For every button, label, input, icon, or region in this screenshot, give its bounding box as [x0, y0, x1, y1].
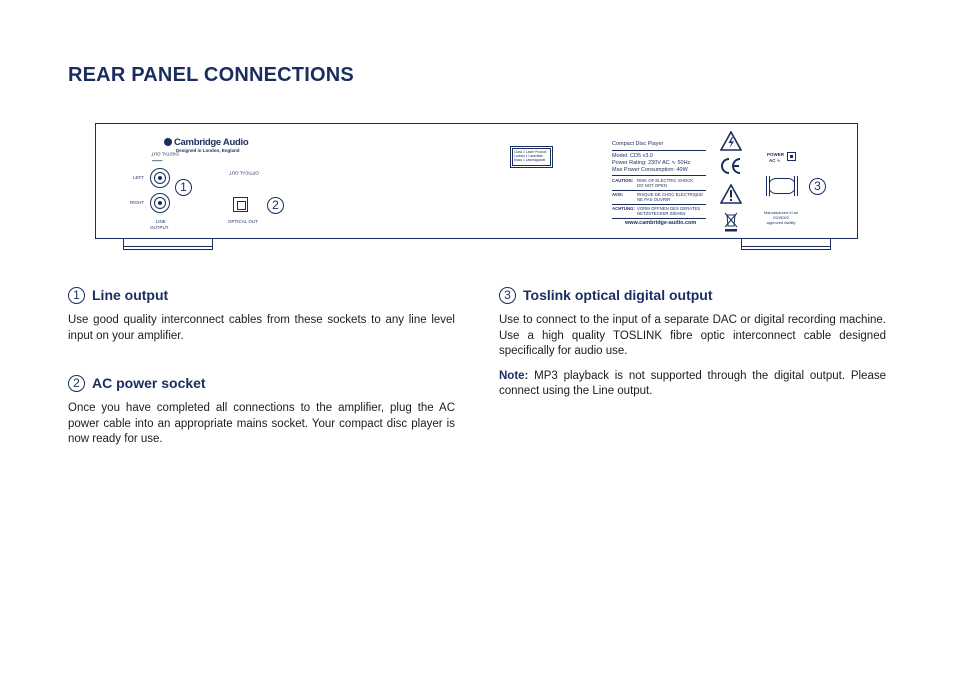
avis-label: AVIS:	[612, 192, 624, 197]
section-number-badge: 3	[499, 287, 516, 304]
section-heading	[499, 286, 886, 304]
line-label: LINE	[155, 219, 166, 224]
ce-mark-icon	[720, 157, 742, 175]
manufactured-line-2: ISO9002	[773, 215, 789, 220]
website-label: www.cambridge-audio.com	[625, 220, 697, 226]
section-title: Line output	[92, 287, 169, 303]
rear-panel-diagram	[95, 123, 858, 239]
power-text: POWER	[767, 152, 785, 157]
spec-model: Model: CD5 v3.0	[612, 153, 653, 159]
left-channel-label: LEFT	[133, 175, 145, 180]
brand-name: Cambridge Audio	[174, 137, 249, 148]
rca-left-socket[interactable]	[150, 168, 170, 188]
section-ac-power	[68, 374, 455, 448]
caution-label: CAUTION:	[612, 178, 634, 183]
laser-line-2: Luokan 1 Laserlaite	[514, 154, 543, 158]
achtung-line-2: NETZSTECKER ZIEHEN	[637, 211, 686, 217]
section-body: Use to connect to the input of a separate DAC or digital recording machine. Use a high quality TOSLINK fibre optic interconnect cable designed specifically for audio use.	[499, 314, 886, 357]
caution-line-2: DO NOT OPEN	[637, 183, 668, 189]
electric-shock-warning-icon	[720, 131, 742, 151]
avis-warning	[612, 192, 703, 202]
power-switch[interactable]	[787, 152, 796, 161]
achtung-line-1: VORM OFFNEN DES GERATES	[637, 206, 701, 211]
callout-2-badge: 2	[267, 197, 284, 214]
page-title: REAR PANEL CONNECTIONS	[68, 64, 354, 86]
achtung-label: ACHTUNG:	[612, 206, 635, 211]
digital-out-mirror-label: DIGITAL OUT	[151, 151, 179, 157]
spec-consumption: Max Power Consumption: 40W	[612, 167, 688, 173]
section-number-badge: 2	[68, 375, 85, 392]
avis-line-2: NE PAS OUVRIR	[637, 197, 671, 203]
ac-power-socket[interactable]	[768, 178, 796, 194]
manufactured-line-3: approved facility	[766, 220, 796, 225]
laser-class-label	[510, 146, 553, 168]
line-output-label	[150, 219, 169, 230]
section-heading	[68, 286, 455, 304]
section-line-output	[68, 286, 455, 344]
section-number-badge: 1	[68, 287, 85, 304]
panel-foot-right	[741, 239, 831, 250]
optical-out-label: OPTICAL OUT	[228, 219, 258, 224]
spec-title: Compact Disc Player	[612, 141, 664, 147]
brand-tagline: Designed in London, England	[176, 148, 240, 153]
section-heading	[68, 374, 455, 392]
ac-text: AC ∿	[769, 157, 781, 163]
rca-right-socket[interactable]	[150, 193, 170, 213]
manufactured-line-1: Manufactured in an	[763, 210, 799, 215]
caution-warning	[612, 178, 693, 188]
spec-power: Power Rating: 230V AC ∿ 50Hz	[612, 160, 691, 166]
line-out-top-label: ▁▁▁	[152, 156, 163, 161]
crossed-bin-icon	[724, 212, 738, 232]
laser-line-1: Class 1 Laser Product	[514, 150, 547, 154]
section-title: Toslink optical digital output	[523, 287, 713, 303]
section-body: Once you have completed all connections to the amplifier, plug the AC power cable into an appropriate mains socket. Your compact disc player is now ready for use.	[68, 402, 455, 445]
panel-foot-left	[123, 239, 213, 250]
achtung-warning	[612, 206, 700, 216]
note-label: Note:	[499, 369, 529, 382]
optical-out-mirror-label: OPTICAL OUT	[229, 170, 259, 176]
laser-line-3: Klass 1 Laserapparat	[514, 158, 546, 162]
power-label	[767, 152, 784, 163]
section-title: AC power socket	[92, 375, 206, 391]
section-note	[499, 369, 886, 400]
output-label: OUTPUT	[150, 224, 169, 230]
section-toslink	[499, 286, 886, 400]
note-body: MP3 playback is not supported through the digital output. Please connect using the Line output.	[499, 369, 886, 397]
exclamation-warning-icon	[720, 184, 742, 204]
iso-manufactured-note	[762, 210, 800, 225]
brand-logo	[164, 137, 248, 148]
toslink-optical-port[interactable]	[233, 197, 248, 212]
callout-1-badge: 1	[175, 179, 192, 196]
section-body: Use good quality interconnect cables from these sockets to any line level input on your amplifier.	[68, 314, 455, 342]
right-channel-label: RIGHT	[130, 200, 144, 205]
callout-3-badge: 3	[809, 178, 826, 195]
cambridge-audio-logo-icon	[164, 138, 172, 146]
caution-line-1: RISK OF ELECTRIC SHOCK	[637, 178, 694, 183]
avis-line-1: RISQUE DE CHOC ELECTRIQUE	[637, 192, 704, 197]
